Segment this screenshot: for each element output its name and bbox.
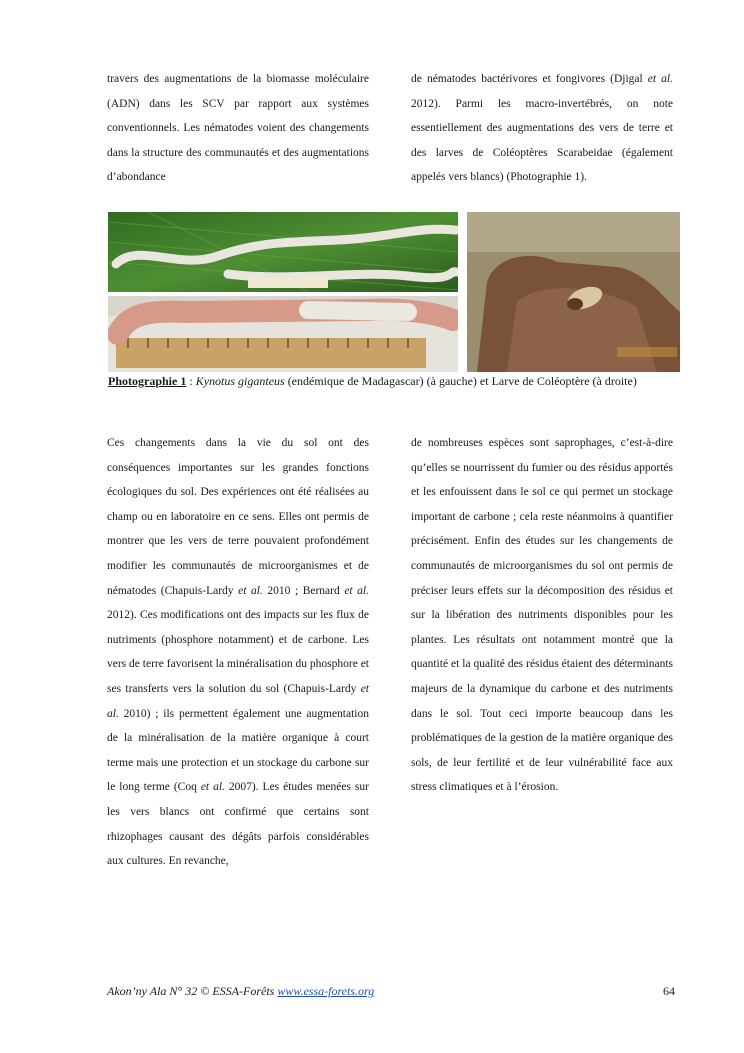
text-run: 2012). Parmi les macro-invertébrés, on note essentiellement des augmentations des vers de terre et des larves de Coléoptères Scarabeidae (également appelés vers blancs) (Photographie 1). bbox=[411, 97, 673, 184]
text-run: Ces changements dans la vie du sol ont des conséquences importantes sur les grandes fonctions écologiques du sol. Des expériences ont été réalisées au champ ou en laboratoire en ce sens. Elles ont permis de montrer que les vers de terre pouvaient profondément modifier les communautés de microorganismes et de nématodes (Chapuis-Lardy bbox=[107, 437, 369, 597]
caption-text: (endémique de Madagascar) (à gauche) et Larve de Coléoptère (à droite) bbox=[284, 374, 637, 388]
text-column-top-left bbox=[107, 67, 369, 190]
text-column-top-right bbox=[411, 67, 673, 190]
citation-etal: et al. bbox=[200, 781, 225, 794]
footer-website-link[interactable]: www.essa-forets.org bbox=[277, 984, 375, 998]
photo-caption bbox=[108, 373, 688, 389]
text-run: 2007). Les études menées sur les vers blancs ont confirmé que certains sont rhizophages causant des dégâts parfois considérables aux cultures. En revanche, bbox=[107, 781, 369, 868]
photo-beetle-larva-in-hand bbox=[467, 212, 680, 372]
photo-earthworm-with-ruler bbox=[108, 296, 458, 372]
paragraph-bottom-right: de nombreuses espèces sont saprophages, c’est-à-dire qu’elles se nourrissent du fumier ou des résidus apportés et les enfouissent dans le sol ce qui permet un stockage important de carbone ; cela reste néanmoins à quantifier précisément. Enfin des études sur les changements de communautés de microorganismes du sol ont permis de préciser leurs effets sur la décomposition des résidus et sur la libération des nutriments disponibles pour les plantes. Les résultats ont notamment montré que la quantité et la qualité des résidus étaient des déterminants majeurs de la dynamique du carbone et des nutriments dans le sol. Tout ceci importe beaucoup dans les problématiques de la gestion de la matière organique des sols, de leur fertilité et de leur vulnérabilité face aux stress climatiques et à l’érosion. bbox=[411, 437, 673, 794]
text-run: 2010 ; Bernard bbox=[262, 584, 345, 597]
paragraph-top-left: travers des augmentations de la biomasse moléculaire (ADN) dans les SCV par rapport aux systèmes conventionnels. Les nématodes voient des changements dans la structure des communautés et des augmentations d’abondance bbox=[107, 73, 369, 184]
citation-etal: et al. bbox=[238, 584, 263, 597]
caption-label: Photographie 1 bbox=[108, 374, 187, 388]
text-run: 2012). Ces modifications ont des impacts sur les flux de nutriments (phosphore notamment) et de carbone. Les vers de terre favorisent la minéralisation du phosphore et ses transferts vers la solution du sol (Chapuis-Lardy bbox=[107, 609, 369, 695]
citation-etal: et al. bbox=[344, 584, 369, 597]
photo-earthworm-on-leaf bbox=[108, 212, 458, 292]
paragraph-top-right bbox=[411, 67, 673, 190]
text-run: de nématodes bactérivores et fongivores (Djigal bbox=[411, 73, 648, 85]
citation-etal: et al. bbox=[107, 682, 369, 720]
text-column-bottom-left bbox=[107, 431, 369, 874]
text-run: 2010) ; ils permettent également une augmentation de la minéralisation de la matière organique à court terme mais une protection et un stockage du carbone sur le long terme (Coq bbox=[107, 707, 369, 794]
footer-journal-name: Akon’ny Ala N° 32 © ESSA-Forêts bbox=[107, 984, 278, 998]
paragraph-bottom-left bbox=[107, 431, 369, 874]
caption-separator: : bbox=[186, 374, 196, 388]
page-number: 64 bbox=[663, 984, 675, 998]
citation-etal: et al. bbox=[647, 73, 674, 85]
caption-species: Kynotus giganteus bbox=[195, 374, 285, 388]
text-column-bottom-right bbox=[411, 431, 673, 800]
footer-journal bbox=[107, 984, 374, 999]
